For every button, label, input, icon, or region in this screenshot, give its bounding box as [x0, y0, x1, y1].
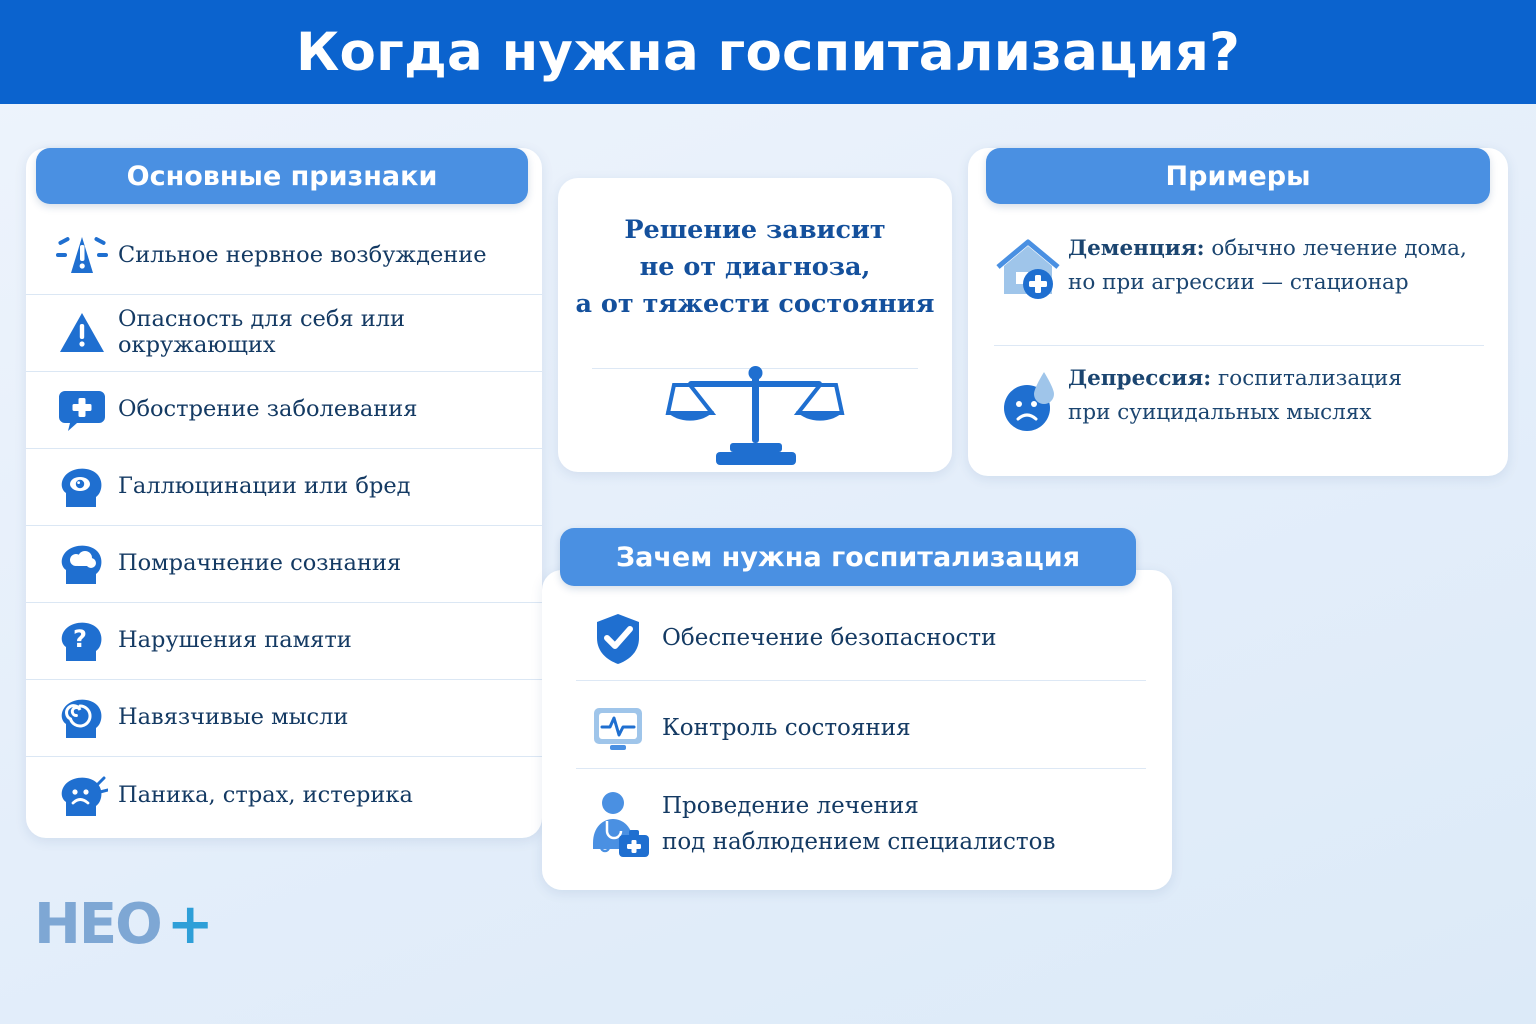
- example-bold-1: Депрессия:: [1068, 366, 1212, 391]
- logo-text: HEO: [34, 892, 161, 957]
- list-item-label: Обострение заболевания: [118, 396, 418, 423]
- list-item-label: Нарушения памяти: [118, 627, 352, 654]
- example-rest-0: обычно лечение дома,: [1204, 236, 1467, 261]
- signs-list: [26, 218, 542, 834]
- why-divider: [576, 768, 1146, 769]
- head-spiral-icon: [52, 690, 112, 746]
- scales-balance-icon: [558, 360, 952, 472]
- list-item-label: Галлюцинации или бред: [118, 473, 411, 500]
- list-item: [26, 680, 542, 757]
- list-item-label: Навязчивые мысли: [118, 704, 349, 731]
- medical-cross-speech-icon: [52, 382, 112, 438]
- list-item-label: Опасность для себя или окружающих: [118, 306, 406, 358]
- exclamation-burst-icon: [52, 228, 112, 284]
- why-card-header: [560, 528, 1136, 586]
- head-eye-icon: [52, 459, 112, 515]
- example-line2-0: но при агрессии — стационар: [1068, 270, 1409, 296]
- doctor-icon: [580, 790, 656, 860]
- example-bold-0: Деменция:: [1068, 236, 1205, 261]
- list-item-label: Обеспечение безопасности: [662, 625, 997, 652]
- list-item: [26, 295, 542, 372]
- list-item: [26, 372, 542, 449]
- signs-card-header: [36, 148, 528, 204]
- page-header: [0, 0, 1536, 104]
- why-divider: [576, 680, 1146, 681]
- logo-plus-icon: +: [166, 892, 214, 957]
- example-rest-1: госпитализация: [1211, 366, 1402, 391]
- list-item-label: Паника, страх, истерика: [118, 781, 413, 808]
- list-item: [968, 228, 1508, 328]
- list-item-label: [662, 789, 1055, 860]
- examples-card-header: [986, 148, 1490, 204]
- head-question-icon: [52, 613, 112, 669]
- list-item-label: Помрачнение сознания: [118, 550, 402, 577]
- list-item: [968, 358, 1508, 458]
- list-item-label: Контроль состояния: [662, 715, 911, 742]
- page-title: Когда нужна госпитализация?: [295, 21, 1241, 83]
- monitor-pulse-icon: [580, 694, 656, 764]
- svg-text:?: ?: [73, 625, 87, 653]
- list-item: [26, 218, 542, 295]
- why-header-label: Зачем нужна госпитализация: [615, 541, 1081, 573]
- list-item: [542, 775, 1172, 875]
- list-item: [26, 449, 542, 526]
- brand-logo: [34, 892, 214, 957]
- examples-divider: [994, 345, 1484, 346]
- why-label-line1: Проведение лечения: [662, 793, 919, 820]
- decision-text: [558, 212, 952, 323]
- warning-triangle-icon: [52, 305, 112, 361]
- signs-header-label: Основные признаки: [126, 160, 438, 192]
- why-label-line2: под наблюдением специалистов: [662, 829, 1056, 855]
- list-item: [542, 600, 1172, 678]
- list-item-label: Сильное нервное возбуждение: [118, 242, 487, 269]
- example-line2-1: при суицидальных мыслях: [1068, 400, 1372, 426]
- decision-line-2: не от диагноза,: [639, 251, 871, 282]
- sad-face-drop-icon: [990, 358, 1068, 444]
- shield-check-icon: [580, 604, 656, 674]
- list-item: [542, 690, 1172, 768]
- list-item: [26, 757, 542, 834]
- decision-line-1: Решение зависит: [624, 215, 886, 245]
- decision-line-3: а от тяжести состояния: [575, 288, 935, 319]
- examples-header-label: Примеры: [1165, 160, 1311, 192]
- example-text: [1068, 228, 1467, 301]
- example-text: [1068, 358, 1402, 431]
- head-cloud-icon: [52, 536, 112, 592]
- list-item: [26, 603, 542, 680]
- head-panic-icon: [52, 768, 112, 824]
- house-medical-icon: [990, 228, 1068, 314]
- list-item: [26, 526, 542, 603]
